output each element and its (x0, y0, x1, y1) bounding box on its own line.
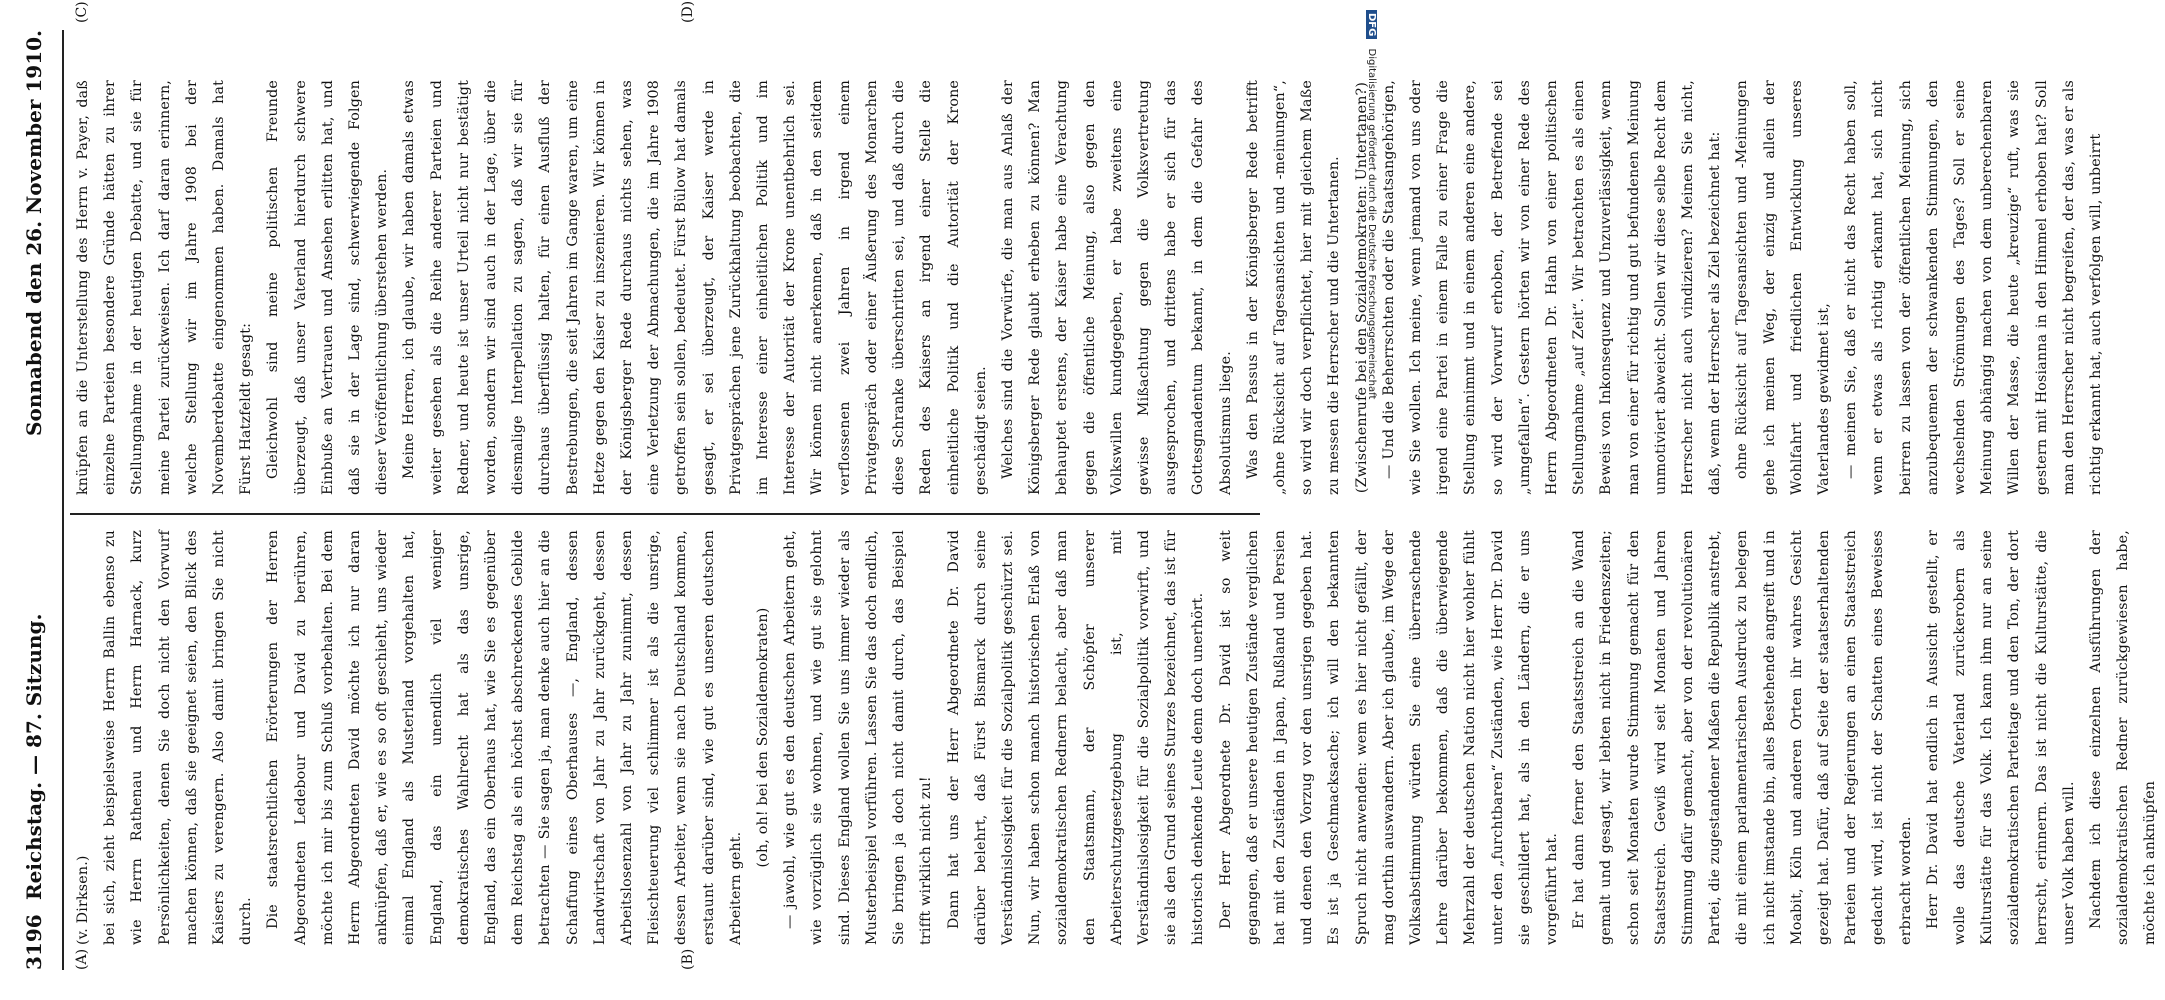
paragraph: Meine Herren, ich glaube, wir haben damals etwas weiter gesehen als die Reihe anderer Parteien und Redner, und heute ist unser Urteil nicht nur bestätigt worden, sondern wir sind auch in der Lage, über die diesmalige Interpellation zu sagen, daß wir sie für durchaus überflüssig halten, für einen Ausfluß der Bestrebungen, die seit Jahren im Gange waren, um eine Hetze gegen den Kaiser zu inszenieren. Wir können in der Königsberger Rede durchaus nichts sehen, was eine Verletzung der Abmachungen, die im Jahre 1908 getroffen sein sollen, bedeutet. Fürst Bülow hat damals gesagt, er sei überzeugt, der Kaiser werde in Privatgesprächen jene Zurückhaltung beobachten, die im Interesse einer einheitlichen Politik und im Interesse der Autorität der Krone unentbehrlich sei. Wir können nicht anerkennen, daß in den seitdem verflossenen zwei Jahren in irgend einem Privatgespräch oder einer Äußerung des Monarchen diese Schranke überschritten sei, und daß durch die Reden des Kaisers an irgend einer Stelle die einheitliche Politik und die Autorität der Krone geschädigt seien. (401, 80, 989, 495)
page-number: 3196 (22, 914, 46, 970)
margin-marker-c: (C) (74, 1, 90, 23)
paragraph: — meinen Sie, daß er nicht das Recht haben soll, wenn er etwas als richtig erkannt hat, sich nicht beirren zu lassen von der öffentlichen Meinung, sich anzubequemen der schwankenden Stimmungen, den wechselnden Strömungen des Tages? Soll er seine Meinung abhängig machen von dem unberechenbaren Willen der Masse, die heute „kreuzige“ ruft, was sie gestern mit Hosianna in den Himmel erhoben hat? Soll man den Herrscher nicht begreifen, der das, was er als richtig erkannt hat, auch verfolgen will, unbeirrt (1843, 80, 2105, 495)
paragraph: Welches sind die Vorwürfe, die man aus Anlaß der Königsberger Rede glaubt erheben zu können? Man behauptet erstens, der Kaiser habe eine Verachtung gegen die öffentliche Meinung, also gegen den Volkswillen kundgegeben, er habe zweitens eine gewisse Mißachtung gegen die Volksvertretung ausgesprochen, und drittens habe er sich für das Gottesgnadentum bekannt, in dem die Gefahr des Absolutismus liege. (999, 80, 1234, 495)
left-text-column (70, 530, 2159, 945)
session-title: Reichstag. — 87. Sitzung. (22, 613, 46, 900)
paragraph: Nachdem ich diese einzelnen Ausführungen der sozialdemokratischen Redner zurückgewiesen habe, möchte ich anknüpfen (2088, 530, 2159, 945)
paragraph: Herr Dr. David hat endlich in Aussicht gestellt, er wolle das deutsche Vaterland zurückerobern als Kulturstätte für das Volk. Ich kann ihm nur an seine sozialdemokratischen Parteitage und den Ton, der dort herrscht, erinnern. Das ist nicht die Kulturstätte, die unser Volk haben will. (1924, 530, 2077, 945)
paragraph: Die staatsrechtlichen Erörterungen der Herren Abgeordneten Ledebour und David zu berühren, möchte ich mir bis zum Schluß vorbehalten. Bei dem Herrn Abgeordneten David möchte ich nur daran anknüpfen, daß er, wie es so oft geschieht, uns wieder einmal England als Musterland vorgehalten hat, England, das ein unendlich viel weniger demokratisches Wahlrecht hat als das unsrige, England, das ein Oberhaus hat, wie Sie es gegenüber dem Reichstag als ein höchst abschreckendes Gebilde betrachten — Sie sagen ja, man denke auch hier an die Schaffung eines Oberhauses —, England, dessen Landwirtschaft von Jahr zu Jahr zurückgeht, dessen Arbeitslosenzahl von Jahr zu Jahr zunimmt, dessen Fleischteuerung viel schlimmer ist als die unsrige, dessen Arbeiter, wenn sie nach Deutschland kommen, erstaunt darüber sind, wie gut es unseren deutschen Arbeitern geht. (265, 530, 744, 945)
margin-marker-b: (B) (680, 948, 696, 970)
quoted-paragraph: ohne Rücksicht auf Tagesansichten und -Meinungen gehe ich meinen Weg, der einzig und allein der Wohlfahrt und friedlichen Entwicklung unseres Vaterlandes gewidmet ist, (1734, 80, 1832, 495)
paragraph: — jawohl, wie gut es den deutschen Arbeitern geht, wie vorzüglich sie wohnen, und wie gut sie gelohnt sind. Dieses England wollen Sie uns immer wieder als Musterbeispiel vorführen. Lassen Sie das doch endlich, Sie bringen ja doch nicht damit durch, das Beispiel trifft wirklich nicht zu! (782, 530, 935, 945)
quoted-paragraph: Gleichwohl sind meine politischen Freunde überzeugt, daß unser Vaterland hierdurch schwere Einbuße an Vertrauen und Ansehen erlitten hat, und daß sie in der Lage sind, schwerwiegende Folgen dieser Veröffentlichung überstehen werden. (265, 80, 391, 495)
credit-text-wrapper (1366, 10, 1377, 399)
credit-text: Digitalisierung gefördert durch die Deutsche Forschungsgemeinschaft (1366, 48, 1377, 400)
page-header (22, 30, 62, 970)
session-date: Sonnabend den 26. November 1910. (22, 30, 46, 436)
interjection: (Zwischenrufe bei den Sozialdemokraten: Untertanen?) (1353, 81, 1370, 494)
margin-marker-d: (D) (680, 0, 696, 23)
header-divider (62, 30, 64, 970)
dfg-logo: DFG (1366, 10, 1377, 39)
paragraph: knüpfen an die Unterstellung des Herrn v. Payer, daß einzelne Parteien besondere Gründe hätten zu ihrer Stellungnahme in der heutigen Debatte, und sie für meine Partei zurückweisen. Ich darf daran erinnern, welche Stellung wir im Jahre 1908 bei der Novemberdebatte eingenommen haben. Damals hat Fürst Hatzfeldt gesagt: (75, 80, 255, 495)
interjection: (oh, oh! bei den Sozialdemokraten) (755, 607, 772, 868)
margin-marker-a: (A) (74, 948, 90, 970)
paragraph: Er hat dann ferner den Staatsstreich an die Wand gemalt und gesagt, wir lebten nicht in Friedenszeiten; schon seit Monaten wurde Stimmung gemacht für den Staatsstreich. Gewiß wird seit Monaten und Jahren Stimmung dafür gemacht, aber von der revolutionären Partei, die zugestandener Maßen die Republik anstrebt, die mit einem parlamentarischen Ausdruck zu belegen ich nicht imstande bin, alles Bestehende angreift und in Moabit, Köln und anderen Orten ihr wahres Gesicht gezeigt hat. Dafür, daß auf Seite der staatserhaltenden Parteien und der Regierungen an einen Staatsstreich gedacht wird, ist nicht der Schatten eines Beweises erbracht worden. (1571, 530, 1914, 945)
paragraph: Was den Passus in der Königsberger Rede betrifft „ohne Rücksicht auf Tagesansichten und -meinungen“, so wird wir doch verpflichtet, hier mit gleichem Maße zu messen die Herrscher und die Untertanen. (1244, 80, 1343, 495)
paragraph: — Und die Beherrschten oder die Staatsangehörigen, wie Sie wollen. Ich meine, wenn jemand von uns oder irgend eine Partei in einem Falle zu einer Frage die Stellung einnimmt und in einem anderen eine andere, so wird der Vorwurf erhoben, der Betreffende sei „umgefallen“. Gestern hörten wir von einer Rede des Herrn Abgeordneten Dr. Hahn von einer politischen Stellungnahme „auf Zeit“. Wir betrachten es als einen Beweis von Inkonsequenz und Unzuverlässigkeit, wenn man von einer für richtig und gut befundenen Meinung unmotiviert abweicht. Sollen wir diese selbe Recht dem Herrscher nicht auch vindizieren? Meinen Sie nicht, daß, wenn der Herrscher als Ziel bezeichnet hat: (1380, 80, 1724, 495)
digitization-credit (1363, 10, 1379, 990)
paragraph: Der Herr Abgeordnete Dr. David ist so weit gegangen, daß er unsere heutigen Zustände verglichen hat mit den Zuständen in Japan, Rußland und Persien und denen den Vorzug vor den unsrigen gegeben hat. Es ist ja Geschmacksache; ich will den bekannten Spruch nicht anwenden: wem es hier nicht gefällt, der mag dorthin auswandern. Aber ich glaube, im Wege der Volksabstimmung würden Sie eine überraschende Lehre darüber bekommen, daß die überwiegende Mehrzahl der deutschen Nation nicht hier wohler fühlt unter den „furchtbaren“ Zuständen, wie Herr Dr. David sie geschildert hat, als in den Ländern, die er uns vorgeführt hat. (1217, 530, 1560, 945)
speaker-tag: (v. Dirksen.) (75, 855, 91, 945)
paragraph: Dann hat uns der Herr Abgeordnete Dr. David darüber belehrt, daß Fürst Bismarck durch seine Verständnislosigkeit für die Sozialpolitik geschürzt sei. Nun, wir haben schon manch historischen Erlaß von sozialdemokratischen Rednern belacht, aber daß man den Staatsmann, der Schöpfer unserer Arbeiterschutzgesetzgebung ist, mit Verständnislosigkeit für die Sozialpolitik vorwirft, und sie als den Grund seines Sturzes bezeichnet, das ist für historisch denkende Leute denn doch unerhört. (945, 530, 1207, 945)
column-divider (70, 513, 1260, 515)
paragraph: bei sich, zieht beispielsweise Herrn Ballin ebenso zu wie Herrn Rathenau und Herrn Harnack, kurz Persönlichkeiten, denen Sie doch nicht den Vorwurf machen können, daß sie geeignet seien, den Blick des Kaisers zu verengern. Also damit bringen Sie nicht durch. (102, 530, 255, 945)
